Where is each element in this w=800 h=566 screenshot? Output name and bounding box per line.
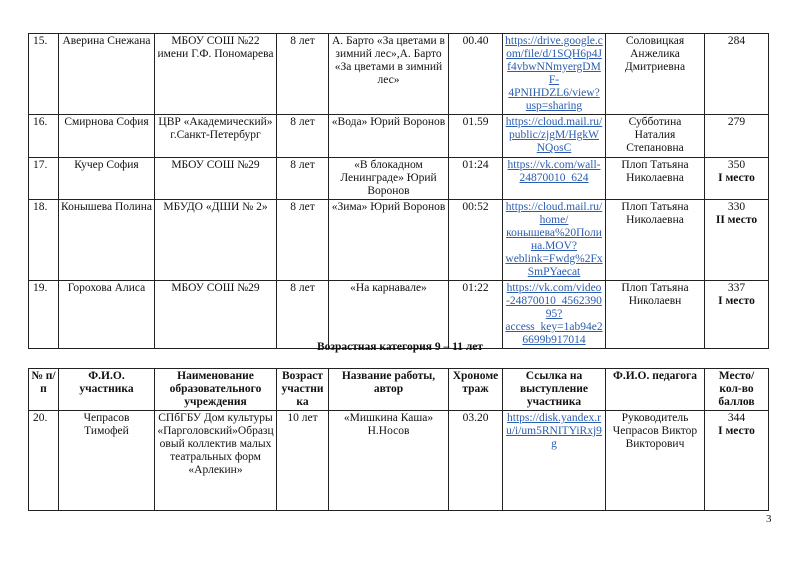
header-name: Ф.И.О. участника [59, 369, 155, 411]
participant-age: 8 лет [277, 115, 329, 158]
score-cell [705, 411, 769, 511]
header-link: Ссылка на выступление участника [503, 369, 606, 411]
row-number: 19. [29, 281, 59, 349]
teacher-name: Плоп Татьяна Николаевна [606, 200, 705, 281]
score: 337 [727, 282, 746, 294]
duration: 03.20 [449, 411, 503, 511]
table-header-row [29, 369, 769, 411]
performance-link[interactable]: https://drive.google.com/file/d/1SQH6p4Jf4vbwNNmyergDMF-4PNIHDZL6/view?usp=sharing [505, 35, 603, 112]
place-badge: I место [718, 425, 755, 437]
institution: МБУДО «ДШИ № 2» [155, 200, 277, 281]
participant-age: 8 лет [277, 281, 329, 349]
header-number: № п/п [29, 369, 59, 411]
participant-age: 8 лет [277, 34, 329, 115]
score: 344 [727, 412, 746, 424]
performance-link-cell [503, 411, 606, 511]
participant-name: Чепрасов Тимофей [59, 411, 155, 511]
institution: МБОУ СОШ №29 [155, 281, 277, 349]
score: 279 [727, 116, 746, 128]
participant-name: Аверина Снежана [59, 34, 155, 115]
table-row [29, 34, 769, 115]
teacher-name: Руководитель Чепрасов Виктор Викторович [606, 411, 705, 511]
performance-link[interactable]: https://vk.com/video-24870010_456239095?access_key=1ab94e26699b917014 [505, 282, 603, 346]
header-age: Возраст участника [277, 369, 329, 411]
duration: 00.40 [449, 34, 503, 115]
score-cell [705, 34, 769, 115]
participant-name: Смирнова София [59, 115, 155, 158]
row-number: 15. [29, 34, 59, 115]
teacher-name: Соловицкая Анжелика Дмитриевна [606, 34, 705, 115]
header-duration: Хронометраж [449, 369, 503, 411]
participant-age: 8 лет [277, 200, 329, 281]
age-category-heading: Возрастная категория 9 – 11 лет [316, 341, 484, 353]
place-badge: I место [718, 172, 755, 184]
participant-name: Кучер София [59, 158, 155, 200]
row-number: 17. [29, 158, 59, 200]
duration: 00:52 [449, 200, 503, 281]
participant-age: 8 лет [277, 158, 329, 200]
performance-link[interactable]: https://vk.com/wall-24870010_624 [507, 159, 601, 184]
place-badge: II место [715, 214, 758, 226]
row-number: 20. [29, 411, 59, 511]
work-title: «Мишкина Каша» Н.Носов [329, 411, 449, 511]
teacher-name: Субботина Наталия Степановна [606, 115, 705, 158]
institution: МБОУ СОШ №29 [155, 158, 277, 200]
page-number: 3 [766, 513, 772, 525]
institution: ЦВР «Академический» г.Санкт-Петербург [155, 115, 277, 158]
score: 350 [727, 159, 746, 171]
header-place: Место/ кол-во баллов [705, 369, 769, 411]
performance-link[interactable]: https://cloud.mail.ru/home/конышева%20Полина.MOV?weblink=Fwdg%2FxSmPYaecat [505, 201, 603, 278]
participants-table-age-8 [28, 33, 769, 349]
header-institution: Наименование образовательного учреждения [155, 369, 277, 411]
score: 330 [727, 201, 746, 213]
work-title: А. Барто «За цветами в зимний лес»,А. Барто «За цветами в зимний лес» [329, 34, 449, 115]
duration: 01:22 [449, 281, 503, 349]
performance-link[interactable]: https://cloud.mail.ru/public/zjgM/HgkWNQosC [505, 116, 603, 154]
institution: СПбГБУ Дом культуры «Парголовский»Образцовый коллектив малых театральных форм «Арлекин» [155, 411, 277, 511]
work-title: «Вода» Юрий Воронов [329, 115, 449, 158]
work-title: «Зима» Юрий Воронов [329, 200, 449, 281]
teacher-name: Плоп Татьяна Николаевн [606, 281, 705, 349]
performance-link[interactable]: https://disk.yandex.ru/i/um5RNITYiRxj9g [506, 412, 602, 450]
header-work: Название работы, автор [329, 369, 449, 411]
table-row [29, 281, 769, 349]
participant-name: Горохова Алиса [59, 281, 155, 349]
performance-link-cell [503, 34, 606, 115]
participant-age: 10 лет [277, 411, 329, 511]
performance-link-cell [503, 281, 606, 349]
score-cell [705, 200, 769, 281]
row-number: 18. [29, 200, 59, 281]
place-badge: I место [718, 295, 755, 307]
teacher-name: Плоп Татьяна Николаевна [606, 158, 705, 200]
participant-name: Конышева Полина [59, 200, 155, 281]
performance-link-cell [503, 200, 606, 281]
institution: МБОУ СОШ №22 имени Г.Ф. Пономарева [155, 34, 277, 115]
row-number: 16. [29, 115, 59, 158]
table-row [29, 411, 769, 511]
header-teacher: Ф.И.О. педагога [606, 369, 705, 411]
work-title: «На карнавале» [329, 281, 449, 349]
score-cell [705, 158, 769, 200]
table-row [29, 115, 769, 158]
table-row [29, 200, 769, 281]
table-row [29, 158, 769, 200]
score-cell [705, 115, 769, 158]
duration: 01.59 [449, 115, 503, 158]
duration: 01:24 [449, 158, 503, 200]
performance-link-cell [503, 115, 606, 158]
work-title: «В блокадном Ленинграде» Юрий Воронов [329, 158, 449, 200]
participants-table-age-9-11 [28, 368, 769, 511]
performance-link-cell [503, 158, 606, 200]
score-cell [705, 281, 769, 349]
score: 284 [727, 35, 746, 47]
